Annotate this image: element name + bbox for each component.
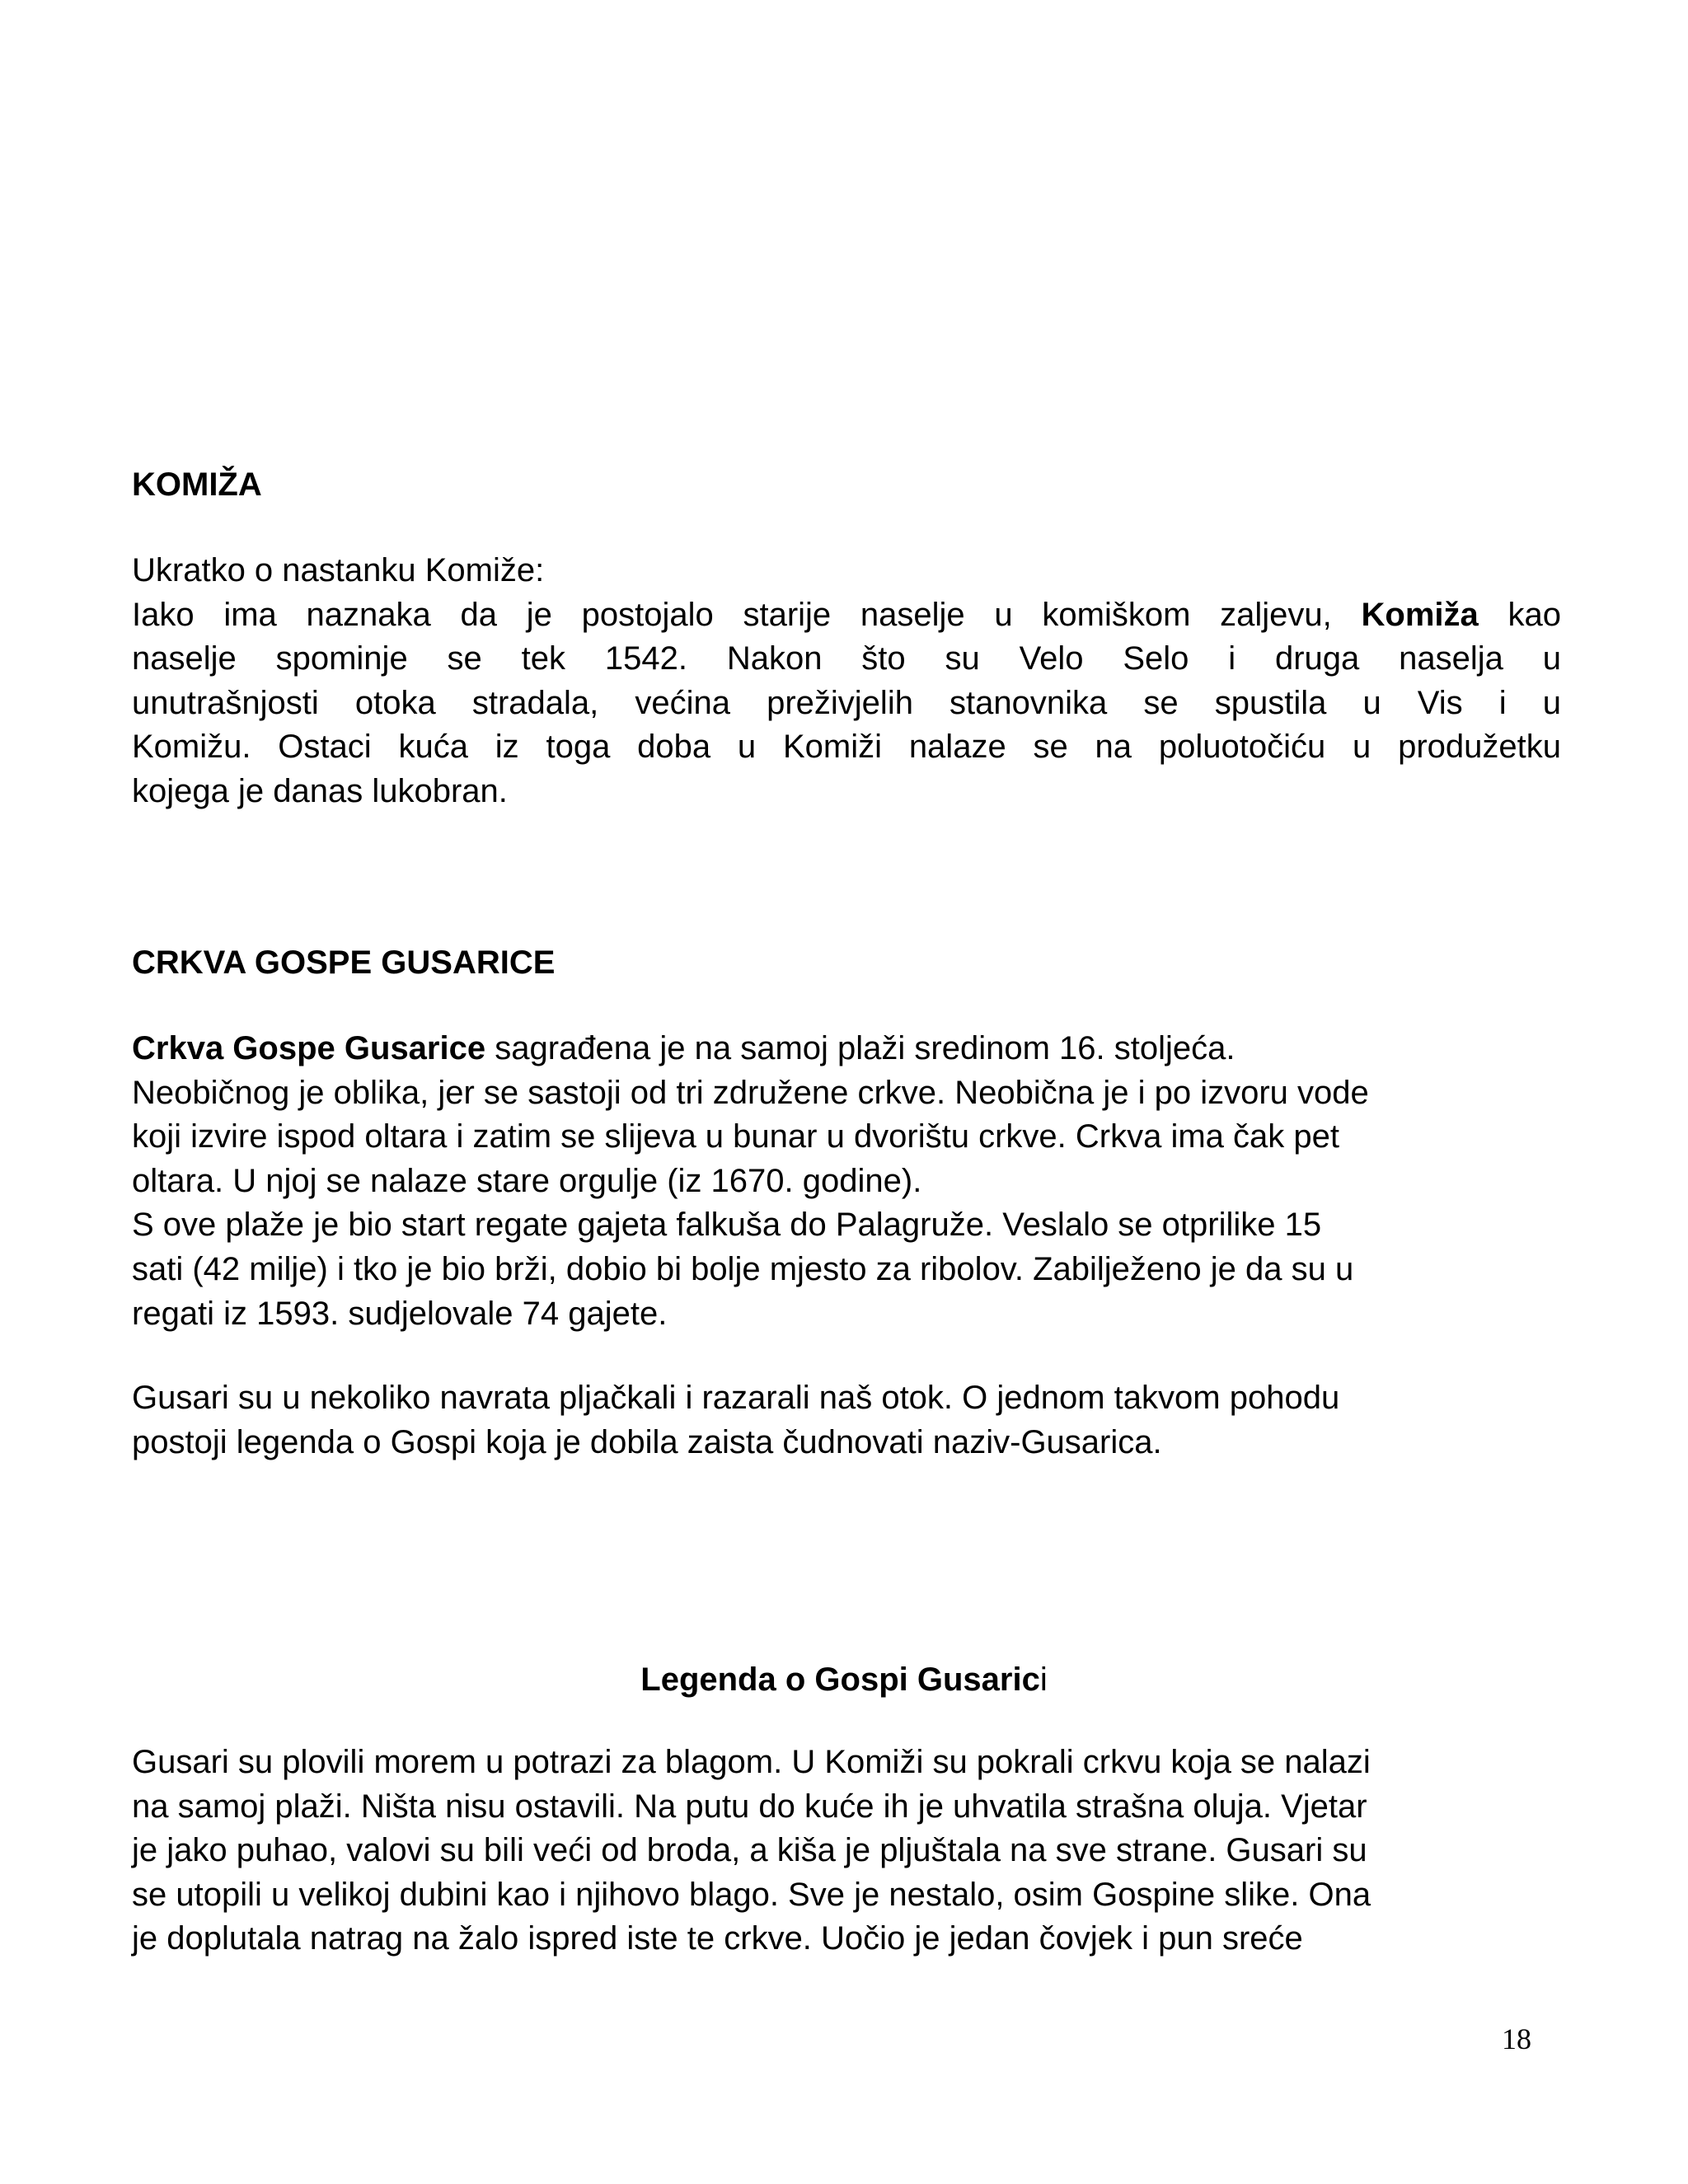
paragraph-line [132,1027,1561,1071]
title-bold: Legenda o Gospi Gusaric [640,1661,1040,1698]
crkva-paragraph [132,1027,1561,1336]
paragraph-line: je jako puhao, valovi su bili veći od broda, a kiša je pljuštala na sve strane. Gusari su [132,1832,1367,1869]
page-number: 18 [1502,2022,1531,2055]
paragraph-line: koji izvire ispod oltara i zatim se slijeva u bunar u dvorištu crkve. Crkva ima čak pet [132,1118,1339,1155]
paragraph-line: regati iz 1593. sudjelovale 74 gajete. [132,1295,668,1332]
paragraph-line: sati (42 milje) i tko je bio brži, dobio bi bolje mjesto za ribolov. Zabilježeno je da su u [132,1250,1354,1287]
legenda-paragraph [132,1741,1561,1961]
section-title-crkva: CRKVA GOSPE GUSARICE [132,944,556,981]
text-run: sagrađena je na samoj plaži sredinom 16. stoljeća. [485,1030,1236,1066]
paragraph-line: Neobičnog je oblika, jer se sastoji od tri združene crkve. Neobična je i po izvoru vode [132,1074,1369,1111]
section-title-komiza: KOMIŽA [132,466,262,503]
paragraph-line: na samoj plaži. Ništa nisu ostavili. Na putu do kuće ih je uhvatila strašna oluja. Vjetar [132,1788,1367,1825]
paragraph-line: naselje spominje se tek 1542. Nakon što su Velo Selo i druga naselja u [132,640,1561,677]
paragraph-line: oltara. U njoj se nalaze stare orgulje (iz 1670. godine). [132,1162,922,1199]
paragraph-line: se utopili u velikoj dubini kao i njihovo blago. Sve je nestalo, osim Gospine slike. Ona [132,1876,1372,1913]
paragraph-line [132,593,1561,638]
intro-label: Ukratko o nastanku Komiže: [132,552,545,588]
paragraph-line: Gusari su u nekoliko navrata pljačkali i razarali naš otok. O jednom takvom pohodu [132,1380,1340,1416]
paragraph-line: je doplutala natrag na žalo ispred iste te crkve. Uočio je jedan čovjek i pun sreće [132,1920,1303,1957]
title-tail: i [1039,1661,1048,1698]
bold-text: Komiža [1361,596,1479,633]
komiza-paragraph [132,549,1561,814]
paragraph-line: postoji legenda o Gospi koja je dobila zaista čudnovati naziv-Gusarica. [132,1423,1162,1460]
section-title-legenda [0,1659,1688,1700]
text-run: Iako ima naznaka da je postojalo starije naselje u komiškom zaljevu, [132,596,1362,633]
text-run: kao [1478,596,1561,633]
paragraph-line: kojega je danas lukobran. [132,772,508,809]
paragraph-line: unutrašnjosti otoka stradala, većina preživjelih stanovnika se spustila u Vis i u [132,684,1561,721]
paragraph-line: S ove plaže je bio start regate gajeta falkuša do Palagruže. Veslalo se otprilike 15 [132,1207,1322,1244]
gusari-paragraph [132,1376,1561,1465]
paragraph-line: Komižu. Ostaci kuća iz toga doba u Komiži nalaze se na poluotočiću u produžetku [132,729,1561,766]
bold-text: Crkva Gospe Gusarice [132,1030,486,1066]
paragraph-line: Gusari su plovili morem u potrazi za blagom. U Komiži su pokrali crkvu koja se nalazi [132,1744,1371,1780]
